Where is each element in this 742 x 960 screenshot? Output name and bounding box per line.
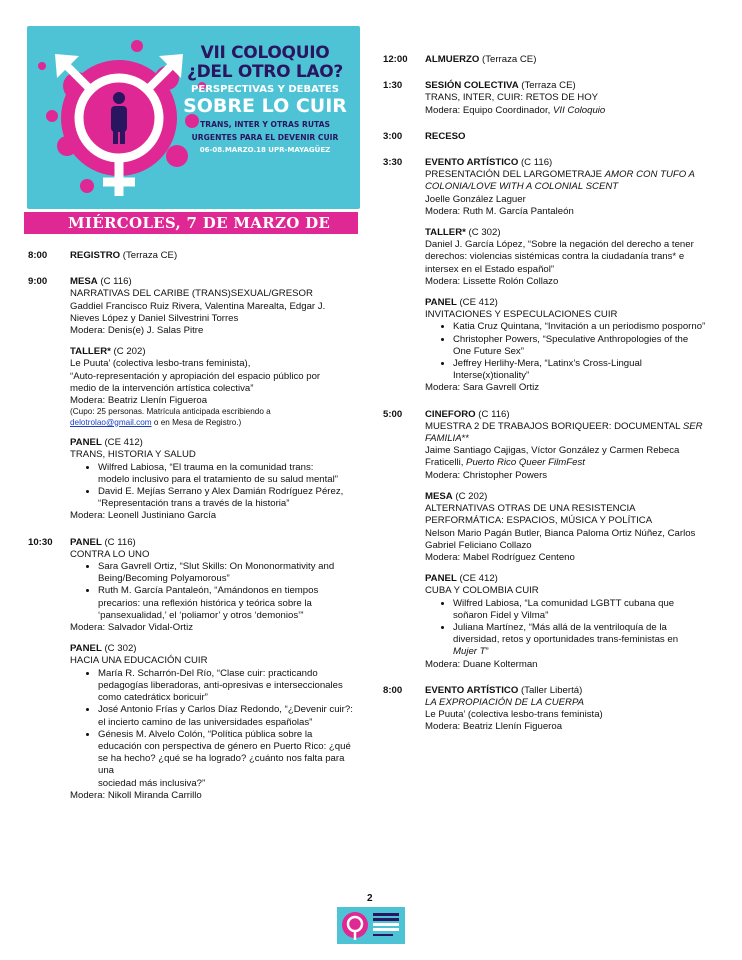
entry-time: 8:00: [383, 684, 403, 696]
entry-label: RECESO: [425, 130, 466, 142]
session-title: NARRATIVAS DEL CARIBE (TRANS)SEXUAL/GRESOR: [70, 288, 313, 300]
session-text: Jaime Santiago Cajigas, Víctor González y Carmen Rebeca: [425, 445, 680, 457]
entry-time: 9:00: [28, 276, 48, 288]
list-item: • Wilfred Labiosa, “La comunidad LGBTT cubana que soñaron Fidel y Vilma”: [453, 598, 723, 622]
session-label: CINEFORO: [425, 408, 476, 420]
session-title: MUESTRA 2 DE TRABAJOS BORIQUEER: DOCUMENTAL SER: [425, 420, 703, 432]
session-moderator: Modera: Duane Kolterman: [425, 658, 538, 670]
footer-logo-icon: [337, 907, 405, 944]
session-title: FAMILIA**: [425, 433, 470, 445]
session-place: (C 302): [465, 227, 501, 239]
banner-text: [180, 44, 350, 155]
session-text: “Auto-representación y apropiación del espacio público por: [70, 370, 321, 382]
entry-time: 8:00: [28, 250, 48, 261]
session-moderator: Modera: Ruth M. García Pantaleón: [425, 205, 574, 217]
entry-label: REGISTRO: [70, 250, 121, 261]
entry-9am: [28, 276, 358, 522]
entry-time: 1:30: [383, 80, 403, 92]
entry-place: (Taller Libertá): [518, 684, 583, 696]
session-mesa: [70, 276, 358, 337]
entry-time: 3:00: [383, 130, 403, 142]
session-label: PANEL: [70, 643, 102, 655]
session-place: (C 116): [475, 408, 510, 420]
event-banner: [27, 26, 360, 209]
session-title: PERFORMÁTICA: ESPACIOS, MÚSICA Y POLÍTICA: [425, 515, 653, 527]
entry-time: 10:30: [28, 536, 53, 548]
entry-time: 12:00: [383, 54, 408, 65]
banner-subtitle-1: PERSPECTIVAS Y DEBATES: [191, 84, 339, 95]
entry-8pm: [383, 685, 723, 734]
session-panel: [425, 297, 723, 395]
session-panel: [425, 573, 723, 671]
banner-tagline-1: TRANS, INTER Y OTRAS RUTAS: [200, 120, 330, 129]
session-text: Le Puuta’ (colectiva lesbo-trans feminista): [425, 709, 603, 721]
list-item: • David E. Mejías Serrano y Alex Damián Rodríguez Pérez, “Representación trans a través de la historia”: [98, 486, 358, 510]
entry-time: 5:00: [383, 408, 403, 420]
session-moderator: Modera: Equipo Coordinador, VII Coloquio: [425, 104, 606, 116]
session-taller: [70, 346, 358, 428]
entry-label: SESIÓN COLECTIVA: [425, 80, 519, 92]
entry-1030am: [28, 537, 358, 802]
session-moderator: Modera: Christopher Powers: [425, 469, 548, 481]
session-moderator: Modera: Lissette Rolón Collazo: [425, 275, 559, 287]
session-note: o en Mesa de Registro.): [151, 417, 242, 427]
session-moderator: Modera: Sara Gavrell Ortiz: [425, 382, 540, 394]
day-header: MIÉRCOLES, 7 DE MARZO DE 2018: [24, 212, 358, 234]
session-title: CONTRA LO UNO: [70, 548, 150, 560]
session-label: EVENTO ARTÍSTICO: [425, 157, 519, 169]
list-item: • María R. Scharrón-Del Río, “Clase cuir: practicando pedagogías liberadoras, anti-opresivas e interseccionales como catedráticx boricuir”: [98, 668, 358, 705]
session-cineforo: [425, 409, 723, 482]
entry-12pm: [383, 54, 723, 66]
session-moderator: Modera: Nikoll Miranda Carrillo: [70, 789, 202, 801]
session-text: derechos: violencias sistémicas contra la ciudadanía trans* e: [425, 251, 685, 263]
session-panel: [70, 643, 358, 802]
banner-title-1: VII COLOQUIO: [200, 43, 330, 63]
session-label: PANEL: [70, 536, 102, 548]
session-moderator: Modera: Salvador Vidal-Ortiz: [70, 622, 193, 634]
entry-3pm: [383, 131, 723, 143]
session-place: (C 116): [518, 157, 553, 169]
session-moderator: Modera: Denis(e) J. Salas Pitre: [70, 325, 204, 337]
session-evento: [425, 157, 723, 218]
entry-time: 3:30: [383, 157, 403, 169]
entry-label: ALMUERZO: [425, 54, 480, 65]
session-label: TALLER*: [70, 346, 111, 358]
list-item: • Ruth M. García Pantaleón, “Amándonos en tiempos precarios: una reflexión histórica y teórica sobre la ‘pansexualidad,’ el ‘poliamor’ y otros ‘demonios’”: [98, 585, 358, 622]
session-place: (C 302): [101, 643, 137, 655]
session-title: INVITACIONES Y ESPECULACIONES CUIR: [425, 309, 618, 321]
page-number: 2: [367, 893, 373, 904]
session-place: (C 202): [110, 346, 146, 358]
banner-subtitle-2: SOBRE LO CUIR: [183, 95, 347, 117]
entry-place: (Terraza CE): [479, 54, 537, 65]
session-text: Gaddiel Francisco Ruiz Rivera, Valentina Marealta, Edgar J.: [70, 300, 326, 312]
session-label: MESA: [70, 276, 98, 288]
email-link[interactable]: delotrolao@gmail.com: [70, 417, 152, 427]
session-text: intersex en el Estado español”: [425, 263, 555, 275]
session-place: (CE 412): [456, 297, 498, 309]
entry-330pm: [383, 157, 723, 395]
session-text: Daniel J. García López, “Sobre la negación del derecho a tener: [425, 239, 694, 251]
list-item: • Jeffrey Herlihy-Mera, “Latinx’s Cross-Lingual Interse(x)tionality”: [453, 358, 723, 382]
session-moderator: Modera: Leonell Justiniano García: [70, 510, 217, 522]
session-title: CUBA Y COLOMBIA CUIR: [425, 585, 539, 597]
session-title: ALTERNATIVAS OTRAS DE UNA RESISTENCIA: [425, 503, 636, 515]
entry-label: EVENTO ARTÍSTICO: [425, 684, 519, 696]
entry-8am: [28, 250, 358, 262]
session-title: TRANS, INTER, CUIR: RETOS DE HOY: [425, 92, 599, 104]
right-column: [383, 54, 723, 734]
session-title: HACIA UNA EDUCACIÓN CUIR: [70, 655, 208, 667]
list-item: • Wilfred Labiosa, “El trauma en la comunidad trans: modelo inclusivo para el tratamiento de su salud mental”: [98, 462, 358, 486]
session-note: (Cupo: 25 personas. Matrícula anticipada escribiendo a: [70, 407, 271, 417]
footer-logo: [337, 907, 405, 944]
list-item: • Génesis M. Alvelo Colón, “Política pública sobre la educación con perspectiva de género en Puerto Rico: ¿qué se ha hecho? ¿qué se ha logrado? ¿cuánto nos falta para una sociedad más inclusiva?”: [98, 729, 358, 790]
entry-place: (Terraza CE): [518, 80, 576, 92]
session-text: Nelson Mario Pagán Butler, Bianca Paloma Ortiz Núñez, Carlos: [425, 527, 696, 539]
list-item: • Juliana Martínez, “Más allá de la ventriloquía de la diversidad, retos y oportunidades trans-feministas en Mujer T”: [453, 622, 723, 659]
session-text: Gabriel Feliciano Collazo: [425, 539, 532, 551]
session-label: TALLER*: [425, 227, 466, 239]
session-moderator: Modera: Mabel Rodríguez Centeno: [425, 551, 575, 563]
session-mesa: [425, 491, 723, 564]
list-item: • José Antonio Frías y Carlos Díaz Redondo, “¿Devenir cuir?: el incierto camino de las universidades españolas”: [98, 704, 358, 728]
left-column: [28, 250, 358, 802]
session-place: (C 116): [101, 536, 136, 548]
banner-dates: 06-08.MARZO.18 UPR-MAYAGÜEZ: [199, 146, 331, 154]
session-label: PANEL: [70, 437, 102, 449]
session-place: (CE 412): [456, 573, 498, 585]
session-text: Fraticelli, Puerto Rico Queer FilmFest: [425, 457, 585, 469]
list-item: • Christopher Powers, “Speculative Anthropologies of the One Future Sex”: [453, 334, 723, 358]
session-panel: [70, 437, 358, 522]
session-title: LA EXPROPIACIÓN DE LA CUERPA: [425, 696, 585, 708]
session-text: Joelle González Laguer: [425, 193, 526, 205]
session-place: (C 116): [97, 276, 132, 288]
session-text: Nieves López y Daniel Silvestrini Torres: [70, 312, 239, 324]
banner-title-2: ¿DEL OTRO LAO?: [187, 62, 343, 82]
session-label: MESA: [425, 490, 453, 502]
list-item: • Katia Cruz Quintana, “Invitación a un periodismo posporno”: [453, 321, 723, 333]
session-label: PANEL: [425, 297, 457, 309]
entry-place: (Terraza CE): [120, 250, 178, 261]
list-item: • Sara Gavrell Ortiz, “Slut Skills: On Mononormativity and Being/Becoming Polyamorous”: [98, 561, 358, 585]
session-text: Le Puuta’ (colectiva lesbo-trans feminista),: [70, 358, 251, 370]
session-place: (CE 412): [101, 437, 143, 449]
session-moderator: Modera: Beatriz Llenín Figueroa: [70, 395, 208, 407]
session-panel: [70, 537, 358, 635]
session-title: PRESENTACIÓN DEL LARGOMETRAJE AMOR CON TUFO A: [425, 169, 695, 181]
session-label: PANEL: [425, 573, 457, 585]
session-text: medio de la intervención artística colectiva”: [70, 382, 254, 394]
session-moderator: Modera: Beatriz Llenín Figueroa: [425, 721, 563, 733]
session-place: (C 202): [452, 490, 488, 502]
session-taller: [425, 227, 723, 288]
entry-130pm: [383, 80, 723, 117]
session-title: TRANS, HISTORIA Y SALUD: [70, 449, 196, 461]
session-title: COLONIA/LOVE WITH A COLONIAL SCENT: [425, 181, 619, 193]
banner-tagline-2: URGENTES PARA EL DEVENIR CUIR: [191, 132, 339, 142]
entry-5pm: [383, 409, 723, 671]
